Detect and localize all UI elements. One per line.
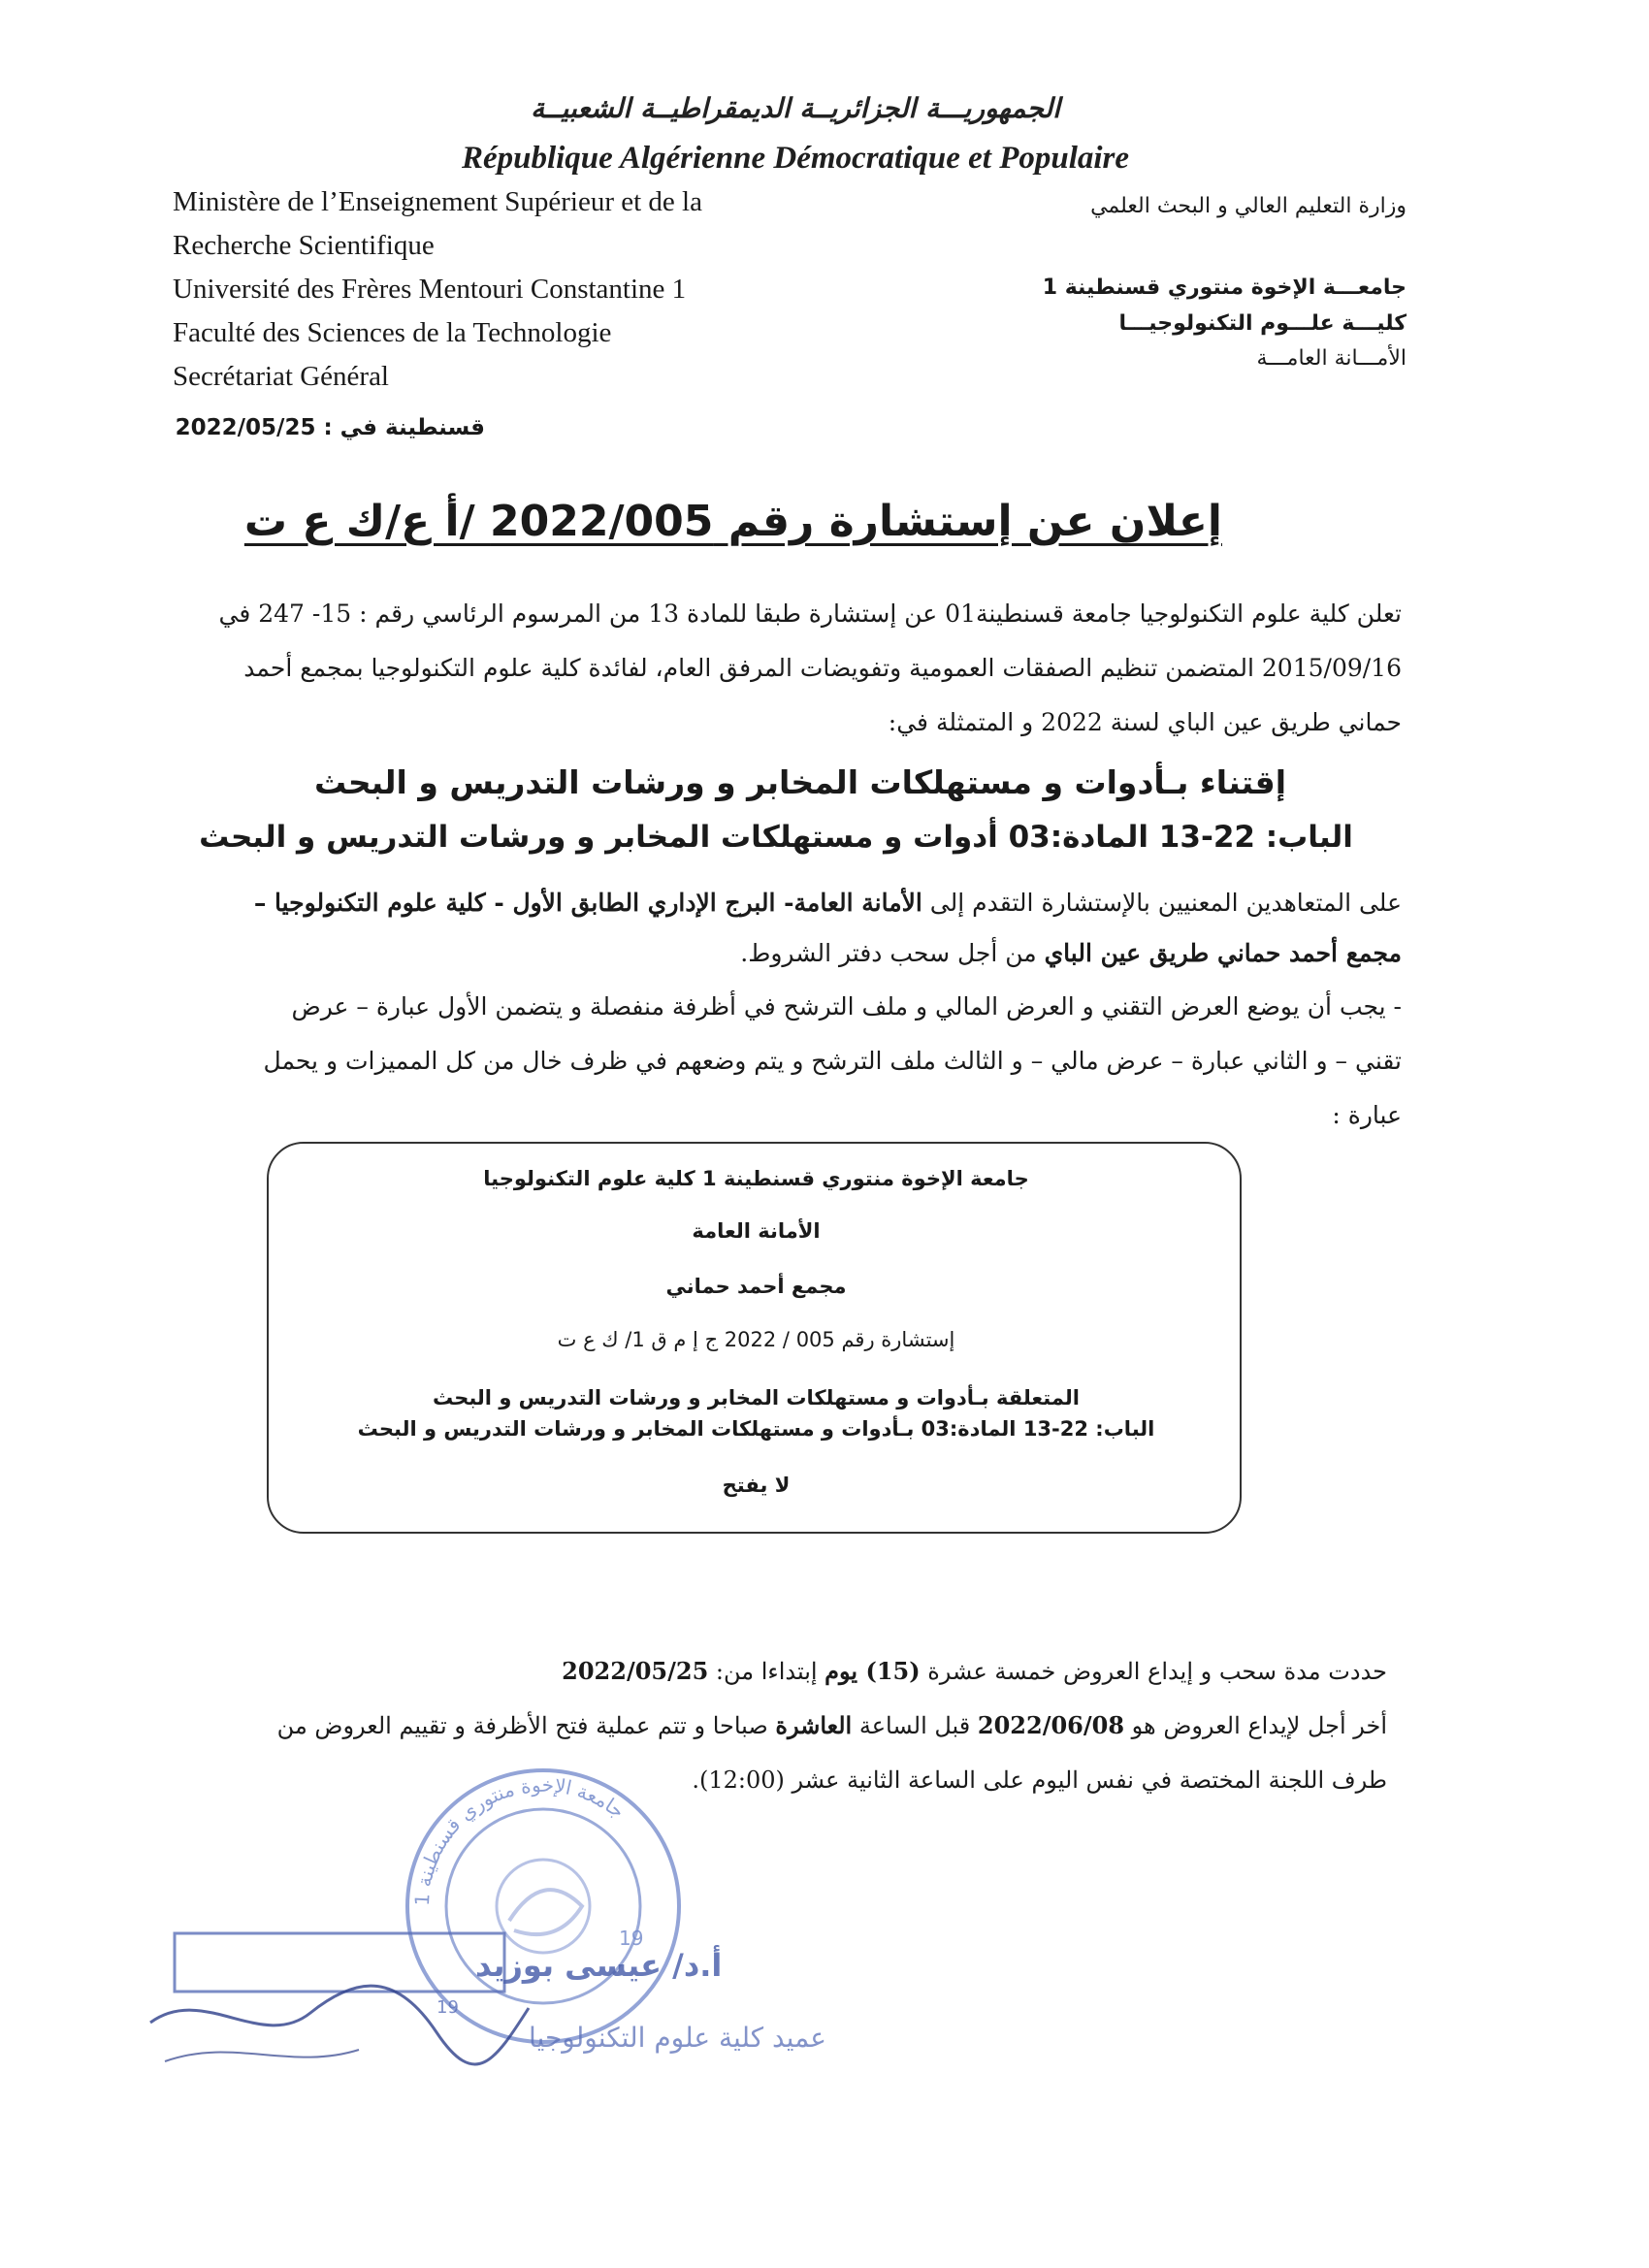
signature-number: 19	[436, 1997, 459, 2018]
seal-number: 19	[619, 1927, 644, 1950]
deadline-start-date: 2022/05/25	[562, 1657, 709, 1685]
box-do-not-open: لا يفتح	[722, 1474, 791, 1497]
deadline-final-before: قبل الساعة	[852, 1712, 978, 1739]
box-university-line: جامعة الإخوة منتوري قسنطينة 1 كلية علوم التكنولوجيا	[483, 1167, 1029, 1190]
box-consultation-number: إستشارة رقم 005 / 2022 ج إ م ق 1/ ك ع ت	[557, 1328, 955, 1351]
deadline-period-text: حددت مدة سحب و إيداع العروض خمسة عشرة	[920, 1658, 1387, 1685]
intro-line-3: حماني طريق عين الباي لسنة 2022 و المتمثلة في:	[888, 708, 1402, 736]
ar-secretariat-line: الأمـــانة العامـــة	[1256, 345, 1406, 371]
ar-faculty-line: كليـــة علـــوم التكنولوجيـــا	[1118, 310, 1406, 336]
intro-paragraph	[155, 587, 1402, 750]
signature-name: أ.د/ عيسى بوزيد	[475, 1947, 723, 1984]
deadline-final-date: 2022/06/08	[977, 1711, 1125, 1739]
fr-secretariat-line: Secrétariat Général	[173, 360, 389, 392]
fr-ministry-line: Ministère de l’Enseignement Supérieur et de la	[173, 186, 702, 217]
ar-university-line: جامعـــة الإخوة منتوري قسنطينة 1	[1042, 275, 1406, 301]
fr-institution-block	[173, 180, 852, 399]
box-subject-line: المتعلقة بـأدوات و مستهلكات المخابر و ورشات التدريس و البحث	[432, 1386, 1080, 1409]
box-complex-line: مجمع أحمد حماني	[665, 1275, 847, 1298]
ar-institution-block	[1018, 189, 1406, 376]
announcement-title: إعلان عن إستشارة رقم 2022/005 /أ ع/ك ع ت	[243, 497, 1222, 546]
ar-ministry-line: وزارة التعليم العالي و البحث العلمي	[1090, 194, 1406, 218]
deadline-period-line	[146, 1644, 1387, 1699]
intro-line-2: 2015/09/16 المتضمن تنظيم الصفقات العمومية وتفويضات المرفق العام، لفائدة كلية علوم التكنولوجيا بمجمع أحمد	[243, 654, 1402, 682]
deadline-committee-line: طرف اللجنة المختصة في نفس اليوم على الساعة الثانية عشر (12:00).	[692, 1766, 1387, 1794]
fr-research-line: Recherche Scientifique	[173, 229, 435, 261]
envelope-line-1: - يجب أن يوضع العرض التقني و العرض المالي و ملف الترشح في أظرفة منفصلة و يتضمن الأول عبارة – عرض	[291, 992, 1402, 1021]
deadline-period-days: (15) يوم	[824, 1657, 921, 1685]
svg-text:جامعة الإخوة منتوري قسنطينة 1	[410, 1773, 630, 1907]
submission-text-d: من أجل سحب دفتر الشروط.	[740, 939, 1045, 967]
budget-chapter: الباب: 22-13 المادة:03 أدوات و مستهلكات المخابر و ورشات التدريس و البحث	[199, 820, 1353, 855]
fr-faculty-line: Faculté des Sciences de la Technologie	[173, 316, 612, 348]
deadline-final-rest: صباحا و تتم عملية فتح الأظرفة و تقييم العروض من	[276, 1712, 776, 1739]
submission-text-a: على المتعاهدين المعنيين بالإستشارة التقدم إلى	[922, 889, 1402, 917]
envelope-line-3: عبارة :	[1332, 1101, 1402, 1129]
envelope-label-box	[267, 1142, 1242, 1534]
dean-signature-stamp	[146, 1916, 827, 2081]
deadline-final-line	[146, 1699, 1387, 1753]
box-chapter-line: الباب: 22-13 المادة:03 بـأدوات و مستهلكات المخابر و ورشات التدريس و البحث	[357, 1417, 1155, 1441]
submission-location: مجمع أحمد حماني طريق عين الباي	[1044, 939, 1402, 967]
signature-title: عميد كلية علوم التكنولوجيا	[529, 2022, 827, 2054]
box-secretariat-line: الأمانة العامة	[692, 1219, 821, 1243]
deadline-final-text: أخر أجل لإيداع العروض هو	[1124, 1712, 1387, 1739]
document-date: قسنطينة في : 2022/05/25	[175, 415, 485, 440]
submission-address: الأمانة العامة- البرج الإداري الطابق الأول - كلية علوم التكنولوجيا –	[253, 889, 922, 917]
deadline-period-from: إبتداءا من:	[708, 1658, 825, 1685]
deadline-final-hour: العاشرة	[775, 1711, 853, 1739]
intro-line-1: تعلن كلية علوم التكنولوجيا جامعة قسنطينة01 عن إستشارة طبقا للمادة 13 من المرسوم الرئاسي رقم : 15- 247 في	[218, 599, 1402, 628]
fr-republic-title: République Algérienne Démocratique et Populaire	[461, 141, 1130, 176]
envelope-paragraph	[155, 980, 1402, 1143]
ar-republic-title: الجمهوريـــة الجزائريــة الديمقراطيــة الشعبيــة	[531, 92, 1060, 124]
fr-university-line: Université des Frères Mentouri Constantine 1	[173, 273, 687, 305]
envelope-line-2: تقني – و الثاني عبارة – عرض مالي – و الثالث ملف الترشح و يتم وضعهم في ظرف خال من كل المميزات و يحمل	[263, 1047, 1402, 1075]
consultation-subject: إقتناء بـأدوات و مستهلكات المخابر و ورشات التدريس و البحث	[313, 763, 1287, 801]
seal-ring-text: جامعة الإخوة منتوري قسنطينة 1	[409, 1772, 630, 1907]
submission-paragraph	[155, 878, 1402, 979]
